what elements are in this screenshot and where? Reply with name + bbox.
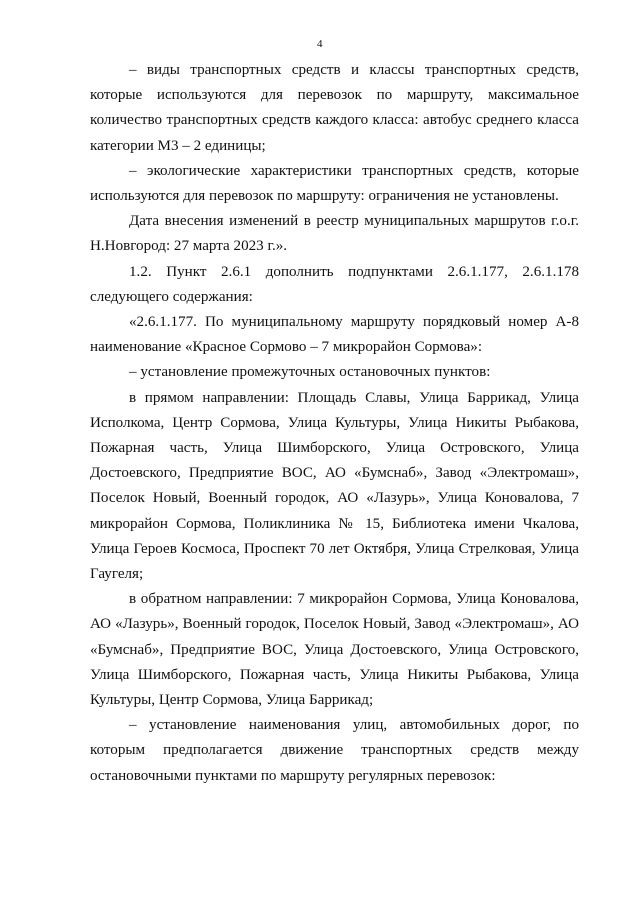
paragraph-reverse-direction: в обратном направлении: 7 микрорайон Сормова, Улица Коновалова, АО «Лазурь», Военный городок, Поселок Новый, Завод «Электромаш», АО «Бумснаб», Предприятие ВОС, Улица Достоевского, Улица Островского, Улица Шимборского, Пожарная часть, Улица Никиты Рыбакова, Улица Культуры, Центр Сормова, Улица Баррикад;: [90, 591, 579, 709]
page-number: 4: [317, 38, 323, 50]
paragraph-clause-1-2: 1.2. Пункт 2.6.1 дополнить подпунктами 2.6.1.177, 2.6.1.178 следующего содержания:: [90, 263, 579, 305]
paragraph-registry-change-date: Дата внесения изменений в реестр муниципальных маршрутов г.о.г. Н.Новгород: 27 марта 2023 г.».: [90, 213, 579, 255]
paragraph-street-names: – установление наименования улиц, автомобильных дорог, по которым предполагается движение транспортных средств между остановочными пунктами по маршруту регулярных перевозок:: [90, 717, 579, 784]
paragraph-forward-direction: в прямом направлении: Площадь Славы, Улица Баррикад, Улица Исполкома, Центр Сормова, Улица Культуры, Улица Никиты Рыбакова, Пожарная часть, Улица Шимборского, Улица Островского, Улица Достоевского, Предприятие ВОС, АО «Бумснаб», Завод «Электромаш», Поселок Новый, Военный городок, АО «Лазурь», Улица Коновалова, 7 микрорайон Сормова, Поликлиника № 15, Библиотека имени Чкалова, Улица Героев Космоса, Проспект 70 лет Октября, Улица Стрелковая, Улица Гаугеля;: [90, 389, 579, 583]
paragraph-intermediate-stops: – установление промежуточных остановочных пунктов:: [129, 364, 491, 381]
paragraph-vehicle-types: – виды транспортных средств и классы транспортных средств, которые используются для перевозок по маршруту, максимальное количество транспортных средств каждого класса: автобус среднего класса категории М3 – 2 единицы;: [90, 62, 579, 154]
paragraph-ecological-characteristics: – экологические характеристики транспортных средств, которые используются для перевозок по маршруту: ограничения не установлены.: [90, 162, 579, 205]
document-body: [90, 58, 579, 789]
paragraph-route-a8-title: «2.6.1.177. По муниципальному маршруту порядковый номер А-8 наименование «Красное Сормово – 7 микрорайон Сормова»:: [90, 314, 579, 356]
